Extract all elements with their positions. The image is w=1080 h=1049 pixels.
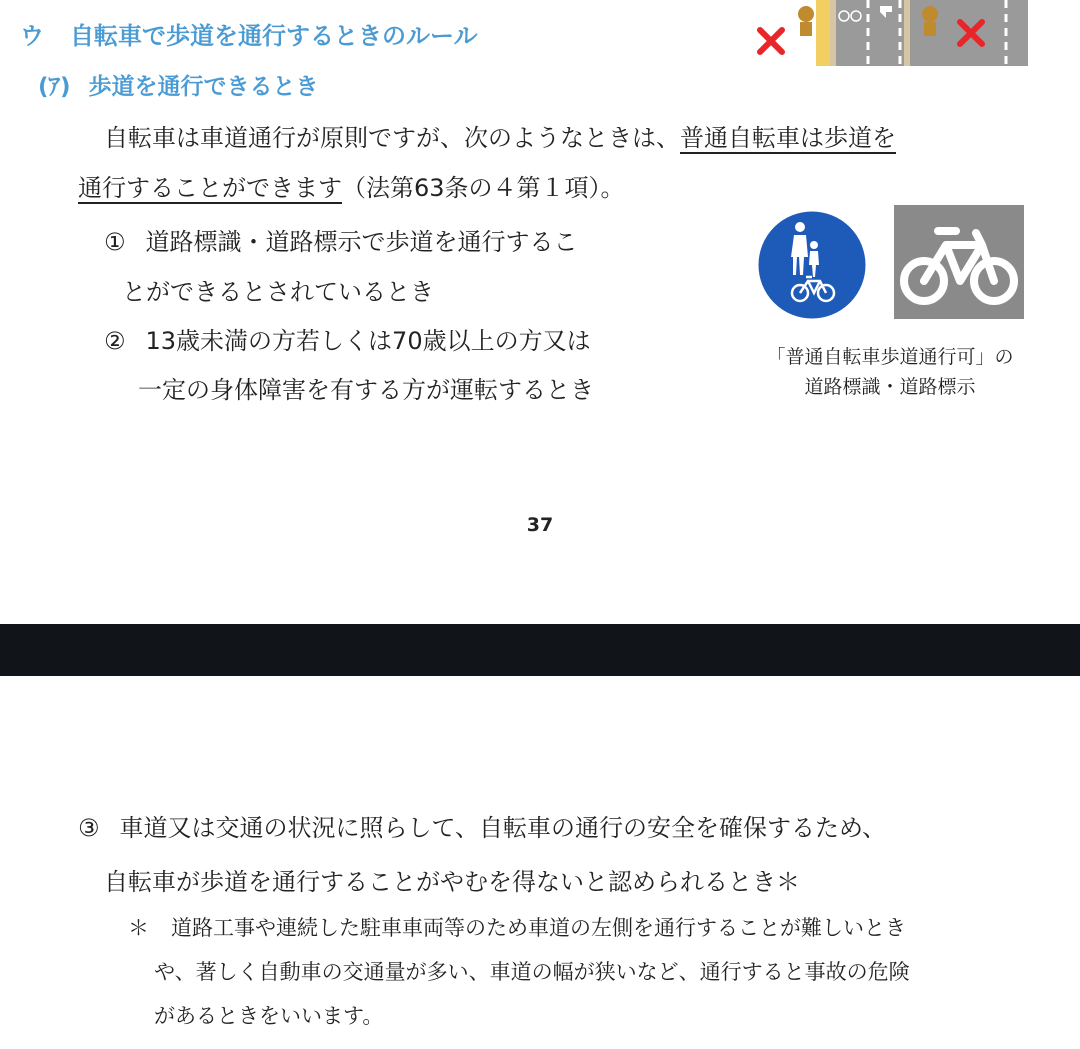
page-number: 37 [526, 514, 554, 536]
page-38 [0, 676, 1080, 1049]
condition-2-text-1: 13歳未満の方若しくは70歳以上の方又は [145, 327, 591, 355]
condition-3-line-2: 自転車が歩道を通行することがやむを得ないと認められるとき＊ [104, 868, 800, 896]
section-heading [20, 16, 478, 51]
condition-3-line-1 [78, 812, 886, 844]
section-heading-text: 自転車で歩道を通行するときのルール [70, 22, 478, 50]
subsection-heading [38, 68, 319, 101]
subsection-heading-mark: (ｱ) [38, 74, 71, 100]
condition-1-line-2: とができるとされているとき [122, 278, 434, 306]
condition-3-text-1: 車道又は交通の状況に照らして、自転車の通行の安全を確保するため、 [119, 814, 887, 842]
note-text-1: 道路工事や連続した駐車車両等のため車道の左側を通行することが難しいとき [171, 916, 906, 940]
condition-2-line-1 [104, 325, 591, 357]
note-line-3: があるときをいいます。 [154, 1004, 384, 1028]
condition-1-text-1: 道路標識・道路標示で歩道を通行するこ [145, 228, 578, 256]
subsection-heading-text: 歩道を通行できるとき [88, 74, 319, 100]
intro-line-2 [78, 162, 625, 214]
condition-2-line-2: 一定の身体障害を有する方が運転するとき [138, 376, 594, 404]
section-heading-mark: ウ [20, 22, 44, 50]
sign-caption [720, 342, 1060, 402]
sign-caption-line-1: 「普通自転車歩道通行可」の [766, 346, 1014, 368]
intro-line-1-plain: 自転車は車道通行が原則ですが、次のようなときは、 [104, 124, 680, 152]
intro-line-1 [104, 112, 896, 164]
page-separator [0, 624, 1080, 676]
note-line-2: や、著しく自動車の交通量が多い、車道の幅が狭いなど、通行すると事故の危険 [154, 960, 910, 984]
note-mark: ＊ [128, 916, 149, 940]
intro-line-1-underlined: 普通自転車は歩道を [680, 124, 896, 152]
note-line-1 [128, 914, 906, 942]
intro-line-2-underlined: 通行することができます [78, 174, 342, 202]
intro-line-2-plain: （法第63条の４第１項）。 [342, 174, 625, 202]
condition-3-number: ③ [78, 814, 100, 842]
sign-caption-line-2: 道路標識・道路標示 [804, 376, 976, 398]
condition-1-number: ① [104, 228, 126, 256]
condition-1-line-1 [104, 226, 578, 258]
condition-2-number: ② [104, 327, 126, 355]
lane-diagram-icon [756, 0, 1028, 66]
bicycle-road-marking-icon [894, 205, 1024, 319]
pedestrian-bicycle-sign-icon [752, 205, 872, 325]
